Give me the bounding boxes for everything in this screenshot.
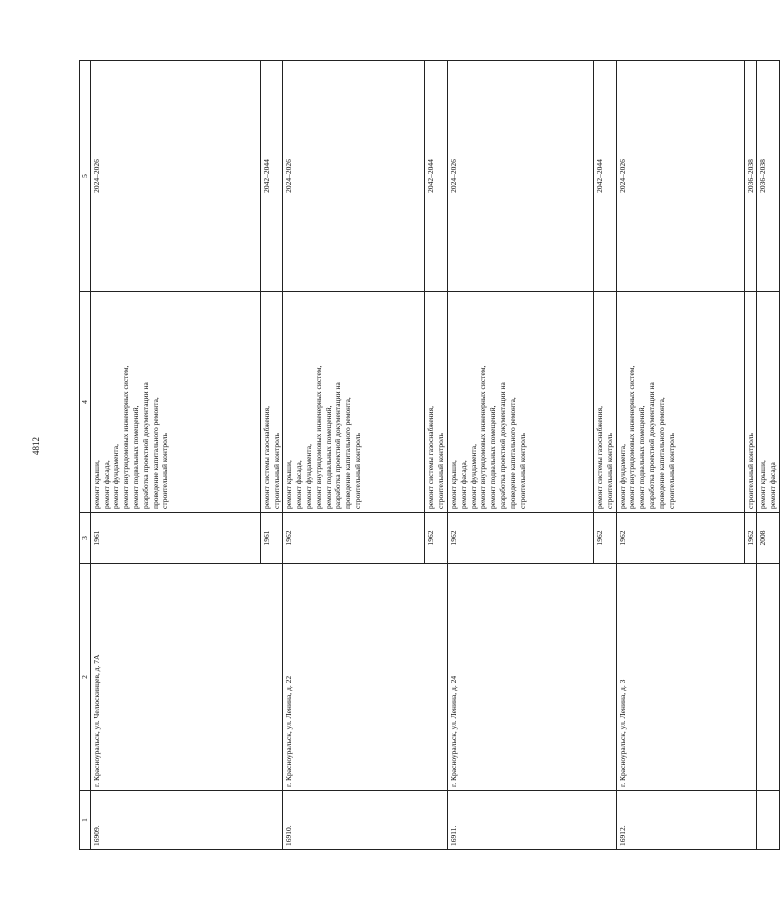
work-item: ремонт крыши, (758, 460, 768, 509)
period-cell: 2024–2026 (616, 61, 744, 292)
row-number-cell: 16911. (447, 791, 616, 850)
row-number-cell: 16910. (283, 791, 448, 850)
work-item: ремонт подвальных помещений, (323, 405, 333, 509)
work-item: ремонт фундамента, (468, 444, 478, 509)
address-cell (757, 564, 780, 791)
work-item: ремонт внутридомовых инженерных систем, (313, 365, 323, 509)
column-number-1: 1 (80, 791, 91, 850)
work-item: строительный контроль (517, 433, 527, 509)
work-item: разработка проектной документации на (646, 382, 656, 509)
work-item: ремонт крыши, (91, 460, 101, 509)
work-item: ремонт системы газоснабжения, (426, 405, 436, 509)
work-item: проведение капитального ремонта, (656, 397, 666, 509)
table-row (757, 61, 780, 850)
works-cell (260, 292, 283, 513)
row-number-cell (757, 791, 780, 850)
works-cell (744, 292, 757, 513)
year-cell: 1962 (593, 513, 616, 564)
works-cell (757, 292, 780, 513)
page-number: 4812 (31, 437, 41, 455)
year-cell: 1961 (260, 513, 283, 564)
work-item: ремонт подвальных помещений, (488, 405, 498, 509)
column-number-3: 3 (80, 513, 91, 564)
year-cell: 1962 (425, 513, 448, 564)
table-row (283, 61, 425, 850)
work-item: строительный контроль (745, 433, 755, 509)
work-item: строительный контроль (604, 433, 614, 509)
table-rotation-frame (79, 60, 778, 850)
capital-repair-table (79, 60, 780, 850)
works-cell (616, 292, 744, 513)
period-cell: 2036–2038 (744, 61, 757, 292)
address-cell: г. Красноуральск, ул. Ленина, д. 24 (447, 564, 616, 791)
work-item: ремонт фундамента, (303, 444, 313, 509)
work-item: проведение капитального ремонта, (343, 397, 353, 509)
year-cell: 1962 (744, 513, 757, 564)
rotated-table-area (79, 60, 778, 850)
work-item: строительный контроль (160, 433, 170, 509)
work-item: проведение капитального ремонта, (507, 397, 517, 509)
table-row (616, 61, 744, 850)
work-item: ремонт внутридомовых инженерных систем, (478, 365, 488, 509)
row-number-cell: 16909. (90, 791, 283, 850)
year-cell: 2008 (757, 513, 780, 564)
table-row (447, 61, 593, 850)
work-item: проведение капитального ремонта, (150, 397, 160, 509)
address-cell: г. Красноуральск, ул. Ленина, д. 22 (283, 564, 448, 791)
work-item: разработка проектной документации на (333, 382, 343, 509)
work-item: ремонт подвальных помещений, (637, 405, 647, 509)
work-item: ремонт крыши, (448, 460, 458, 509)
work-item: строительный контроль (352, 433, 362, 509)
column-number-2: 2 (80, 564, 91, 791)
row-number-cell: 16912. (616, 791, 757, 850)
work-item: ремонт фасада, (294, 460, 304, 509)
column-number-5: 5 (80, 61, 91, 292)
work-item: разработка проектной документации на (140, 382, 150, 509)
column-number-row (80, 61, 91, 850)
work-item: ремонт крыши, (284, 460, 294, 509)
works-cell (447, 292, 593, 513)
period-cell: 2036–2038 (757, 61, 780, 292)
work-item: ремонт системы газоснабжения, (261, 405, 271, 509)
column-number-4: 4 (80, 292, 91, 513)
work-item: ремонт подвальных помещений, (130, 405, 140, 509)
works-cell (90, 292, 260, 513)
year-cell: 1962 (616, 513, 744, 564)
work-item: ремонт фундамента, (111, 444, 121, 509)
work-item: ремонт фасада (768, 462, 778, 509)
work-item: ремонт фундамента, (617, 444, 627, 509)
work-item: ремонт внутридомовых инженерных систем, (627, 365, 637, 509)
works-cell (425, 292, 448, 513)
year-cell: 1961 (90, 513, 260, 564)
table-row (90, 61, 260, 850)
work-item: строительный контроль (271, 433, 281, 509)
period-cell: 2042–2044 (425, 61, 448, 292)
table-body (80, 61, 780, 850)
year-cell: 1962 (283, 513, 425, 564)
work-item: разработка проектной документации на (497, 382, 507, 509)
works-cell (593, 292, 616, 513)
period-cell: 2024–2026 (283, 61, 425, 292)
works-cell (283, 292, 425, 513)
work-item: строительный контроль (666, 433, 676, 509)
period-cell: 2024–2026 (90, 61, 260, 292)
work-item: строительный контроль (436, 433, 446, 509)
period-cell: 2042–2044 (593, 61, 616, 292)
period-cell: 2042–2044 (260, 61, 283, 292)
work-item: ремонт системы газоснабжения, (594, 405, 604, 509)
period-cell: 2024–2026 (447, 61, 593, 292)
address-cell: г. Красноуральск, ул. Ленина, д. 3 (616, 564, 757, 791)
address-cell: г. Красноуральск, ул. Челюскинцев, д. 7А (90, 564, 283, 791)
year-cell: 1962 (447, 513, 593, 564)
work-item: ремонт фасада, (458, 460, 468, 509)
work-item: ремонт внутридомовых инженерных систем, (121, 365, 131, 509)
work-item: ремонт фасада, (101, 460, 111, 509)
